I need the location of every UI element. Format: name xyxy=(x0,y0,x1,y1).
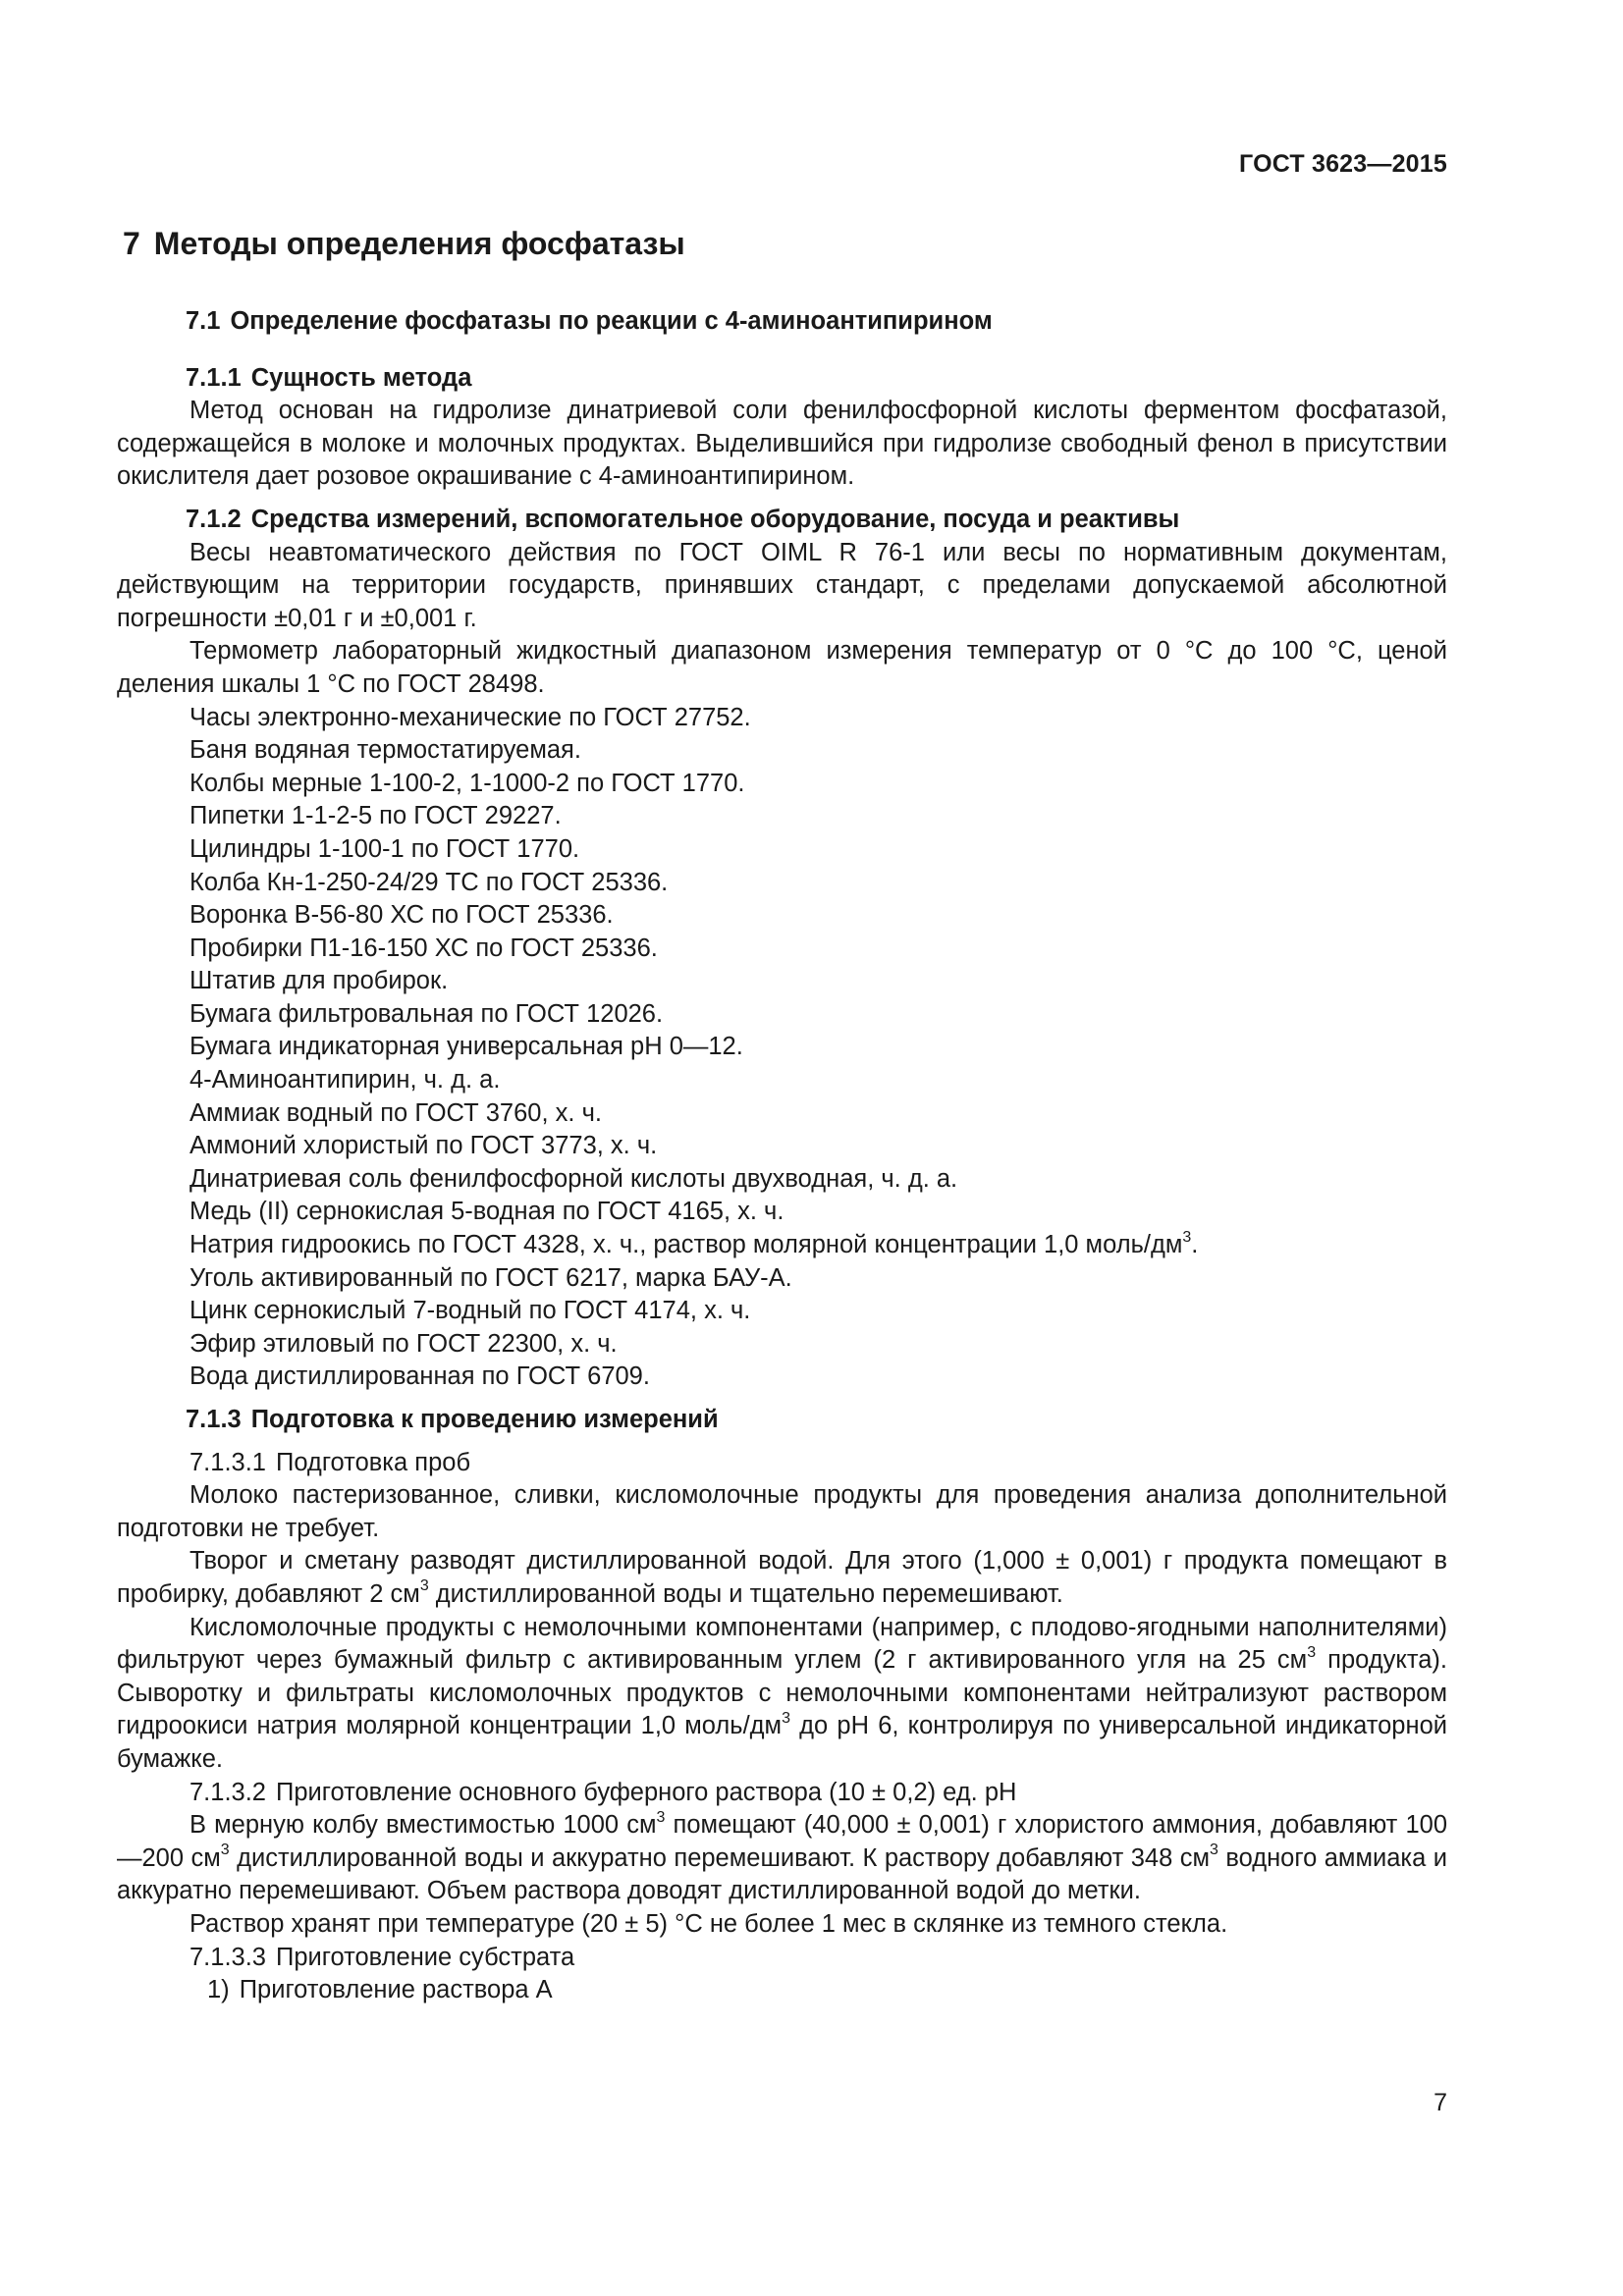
naoh-text: Натрия гидроокись по ГОСТ 4328, х. ч., раствор молярной концентрации 1,0 моль/дм xyxy=(189,1231,1183,1259)
page-number: 7 xyxy=(1434,2089,1447,2116)
clause-7-1-3-heading xyxy=(186,1404,1447,1437)
text-run: Творог и сметану разводят дистиллированной водой. Для этого (1,000 ± 0,001) г продукта помещают в пробирку, добавляют 2 см xyxy=(117,1547,1447,1608)
clause-title: Средства измерений, вспомогательное оборудование, посуда и реактивы xyxy=(250,505,1180,533)
paragraph-thermometer: Термометр лабораторный жидкостный диапазоном измерения температур от 0 °С до 100 °С, ценой деления шкалы 1 °С по ГОСТ 28498. xyxy=(117,637,1447,698)
text-run: продукта). Сыворотку и фильтраты кисломолочных продуктов с немолочными компонентами нейтрализуют раствором гидроокиси натрия молярной концентрации 1,0 моль/дм xyxy=(117,1646,1448,1740)
text-run: до рН 6, контролируя по универсальной индикаторной бумажке. xyxy=(117,1712,1447,1773)
text-run: В мерную колбу вместимостью 1000 см xyxy=(189,1811,657,1840)
list-item: Цилиндры 1-100-1 по ГОСТ 1770. xyxy=(189,834,580,863)
clause-number: 7.1.3 xyxy=(186,1406,242,1433)
subclause-title: Приготовление основного буферного раствора (10 ± 0,2) ед. рН xyxy=(275,1778,1017,1806)
list-item: Баня водяная термостатируемая. xyxy=(189,736,581,765)
list-item: Аммоний хлористый по ГОСТ 3773, х. ч. xyxy=(189,1132,658,1160)
paragraph-scales: Весы неавтоматического действия по ГОСТ OIML R 76-1 или весы по нормативным документам, действующим на территории государств, принявших стандарт, с пределами допускаемой абсолютной погрешности ±0,01 г и ±0,001 г. xyxy=(117,538,1447,632)
subclause-number: 7.1.3.3 xyxy=(189,1943,266,1971)
list-item: Пробирки П1-16-150 ХС по ГОСТ 25336. xyxy=(189,934,658,962)
subsection-number: 7.1 xyxy=(186,307,221,335)
step-title: Приготовление раствора А xyxy=(239,1976,553,2004)
paragraph-storage: Раствор хранят при температуре (20 ± 5) °С не более 1 мес в склянке из темного стекла. xyxy=(189,1909,1228,1938)
clause-title: Сущность метода xyxy=(250,363,472,392)
list-item: Пипетки 1-1-2-5 по ГОСТ 29227. xyxy=(189,802,562,830)
subsection-title: Определение фосфатазы по реакции с 4-аминоантипирином xyxy=(230,307,993,335)
subclause-7-1-3-3-heading xyxy=(117,1942,1447,1975)
subclause-number: 7.1.3.1 xyxy=(189,1448,266,1476)
list-item: Воронка В-56-80 ХС по ГОСТ 25336. xyxy=(189,901,614,930)
superscript: 3 xyxy=(1210,1842,1218,1859)
subclause-7-1-3-2-heading xyxy=(117,1777,1447,1810)
superscript: 3 xyxy=(656,1808,666,1826)
list-item: Уголь активированный по ГОСТ 6217, марка БАУ-А. xyxy=(189,1263,792,1292)
list-item-naoh xyxy=(189,1229,1447,1262)
superscript: 3 xyxy=(782,1709,790,1727)
subsection-7-1-heading xyxy=(186,305,1447,339)
list-item: Эфир этиловый по ГОСТ 22300, х. ч. xyxy=(189,1329,618,1358)
clause-7-1-2-heading xyxy=(186,504,1447,537)
list-item: Цинк сернокислый 7-водный по ГОСТ 4174, х. ч. xyxy=(189,1297,751,1325)
list-item: Бумага фильтровальная по ГОСТ 12026. xyxy=(189,999,664,1028)
list-item: Аммиак водный по ГОСТ 3760, х. ч. xyxy=(189,1098,602,1127)
equipment-list xyxy=(117,702,1447,1394)
text-run: дистиллированной воды и аккуратно перемешивают. К раствору добавляют 348 см xyxy=(229,1843,1210,1872)
list-item: Часы электронно-механические по ГОСТ 27752. xyxy=(189,703,751,731)
list-item: Колбы мерные 1-100-2, 1-1000-2 по ГОСТ 1770. xyxy=(189,769,745,797)
text-run: Кисломолочные продукты с немолочными компонентами (например, с плодово-ягодными наполнителями) фильтруют через бумажный фильтр с активированным углем (2 г активированного угля на 25 см xyxy=(117,1613,1447,1675)
list-item: Бумага индикаторная универсальная рН 0—12. xyxy=(189,1033,743,1061)
document-body xyxy=(117,224,1447,2007)
step-number: 1) xyxy=(207,1976,230,2004)
superscript: 3 xyxy=(419,1577,429,1595)
list-item: Вода дистиллированная по ГОСТ 6709. xyxy=(189,1362,650,1391)
step-1-heading xyxy=(207,1974,1447,2007)
clause-number: 7.1.1 xyxy=(186,363,242,392)
subclause-title: Подготовка проб xyxy=(275,1448,471,1476)
list-item: 4-Аминоантипирин, ч. д. а. xyxy=(189,1066,501,1095)
superscript: 3 xyxy=(220,1842,230,1859)
text-run: помещают (40,000 ± 0,001) г хлористого аммония, добавляют 100—200 см xyxy=(117,1811,1448,1872)
paragraph-fermented-products xyxy=(117,1612,1447,1777)
superscript: 3 xyxy=(1307,1643,1317,1661)
superscript: 3 xyxy=(1182,1228,1192,1246)
list-item: Колба Кн-1-250-24/29 ТС по ГОСТ 25336. xyxy=(189,868,669,896)
clause-number: 7.1.2 xyxy=(186,505,242,533)
subclause-title: Приготовление субстрата xyxy=(275,1943,575,1971)
clause-7-1-1-heading xyxy=(186,362,1447,396)
clause-title: Подготовка к проведению измерений xyxy=(250,1406,719,1433)
document-code: ГОСТ 3623—2015 xyxy=(1239,150,1447,178)
text-run: дистиллированной воды и тщательно перемешивают. xyxy=(428,1579,1063,1608)
section-number: 7 xyxy=(123,226,140,261)
text-run: водного аммиака и аккуратно перемешивают. Объем раствора доводят дистиллированной водой до метки. xyxy=(117,1843,1447,1905)
list-item: Динатриевая соль фенилфосфорной кислоты двухводная, ч. д. а. xyxy=(189,1164,958,1193)
paragraph-method-essence: Метод основан на гидролизе динатриевой соли фенилфосфорной кислоты ферментом фосфатазой, содержащейся в молоке и молочных продуктах. Выделившийся при гидролизе свободный фенол в присутствии окислителя дает розовое окрашивание с 4-аминоантипирином. xyxy=(117,397,1447,491)
list-item: Медь (II) сернокислая 5-водная по ГОСТ 4165, х. ч. xyxy=(189,1198,784,1226)
subclause-7-1-3-1-heading xyxy=(117,1447,1447,1480)
paragraph-cottage-cheese xyxy=(117,1545,1447,1611)
document-page xyxy=(117,0,1447,2296)
paragraph-buffer-prep xyxy=(117,1809,1447,1908)
section-heading xyxy=(123,224,1447,263)
paragraph-milk-prep: Молоко пастеризованное, сливки, кисломолочные продукты для проведения анализа дополнительной подготовки не требует. xyxy=(117,1481,1447,1542)
subclause-number: 7.1.3.2 xyxy=(189,1778,266,1806)
naoh-end: . xyxy=(1191,1231,1199,1259)
section-title: Методы определения фосфатазы xyxy=(153,226,685,261)
list-item: Штатив для пробирок. xyxy=(189,967,449,995)
